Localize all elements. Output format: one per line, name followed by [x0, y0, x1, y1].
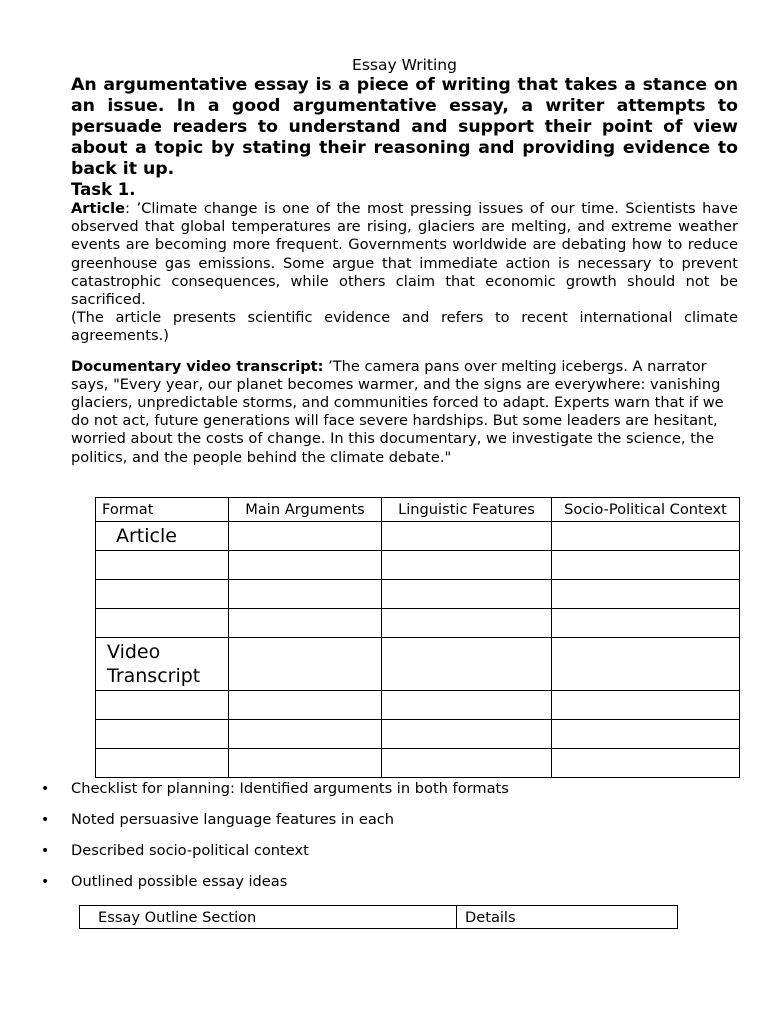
table-row [96, 720, 740, 749]
table-cell[interactable] [229, 720, 382, 749]
table-cell[interactable] [552, 580, 740, 609]
header-main-arguments: Main Arguments [229, 498, 382, 522]
list-item: • Described socio-political context [41, 842, 309, 859]
intro-paragraph: An argumentative essay is a piece of writing that takes a stance on an issue. In a good argumentative essay, a writer attempts to persuade readers to understand and support their point of view about a topic by stating their reasoning and providing evidence to back it up. [71, 75, 738, 179]
table-cell[interactable] [382, 720, 552, 749]
article-note: (The article presents scientific evidence and refers to recent international climate agreements.) [71, 309, 738, 345]
table-cell[interactable] [229, 522, 382, 551]
table-cell[interactable] [229, 551, 382, 580]
analysis-header-row [96, 498, 740, 522]
table-cell[interactable] [552, 522, 740, 551]
article-label: Article [71, 200, 126, 217]
row-label-article: Article [96, 522, 229, 551]
table-row [96, 749, 740, 778]
header-linguistic-features: Linguistic Features [382, 498, 552, 522]
planning-checklist [0, 780, 700, 904]
table-cell[interactable] [552, 638, 740, 691]
table-cell[interactable] [229, 691, 382, 720]
bullet-icon: • [41, 874, 50, 890]
table-row [96, 522, 740, 551]
task-heading: Task 1. [71, 180, 136, 199]
list-item: • Checklist for planning: Identified arguments in both formats [41, 780, 509, 797]
bullet-icon: • [41, 812, 50, 828]
table-cell[interactable] [382, 609, 552, 638]
essay-outline-table [79, 905, 678, 929]
article-text: : ’Climate change is one of the most pressing issues of our time. Scientists have observed that global temperatures are rising, glaciers are melting, and extreme weather events are becoming more frequent. Governments worldwide are debating how to reduce greenhouse gas emissions. Some argue that immediate action is necessary to prevent catastrophic consequences, while others claim that economic growth should not be sacrificed. [71, 200, 738, 309]
table-row [96, 580, 740, 609]
table-row [96, 638, 740, 691]
transcript-label: Documentary video transcript: [71, 357, 324, 375]
table-row [96, 609, 740, 638]
table-cell[interactable] [229, 609, 382, 638]
table-cell[interactable] [229, 580, 382, 609]
transcript-paragraph [71, 358, 738, 467]
table-cell[interactable] [552, 749, 740, 778]
bullet-icon: • [41, 843, 50, 859]
table-cell[interactable] [96, 691, 229, 720]
header-socio-political-context: Socio-Political Context [552, 498, 740, 522]
table-cell[interactable] [382, 638, 552, 691]
table-cell[interactable] [96, 580, 229, 609]
row-label-video: Video [107, 641, 161, 663]
table-cell[interactable] [552, 609, 740, 638]
outline-header-row [80, 906, 678, 929]
row-label-transcript: Transcript [107, 665, 201, 687]
table-row [96, 551, 740, 580]
document-body [71, 55, 738, 467]
header-essay-outline-section: Essay Outline Section [80, 906, 457, 929]
list-item: • Outlined possible essay ideas [41, 873, 288, 890]
table-cell[interactable] [229, 749, 382, 778]
table-cell[interactable] [96, 720, 229, 749]
table-cell[interactable] [382, 691, 552, 720]
table-cell[interactable] [382, 522, 552, 551]
row-label-video-transcript [96, 638, 229, 691]
analysis-table [95, 497, 740, 778]
transcript-text: ’The camera pans over melting icebergs. A narrator says, "Every year, our planet becomes warmer, and the signs are everywhere: vanishing glaciers, unpredictable storms, and communities forced to adapt. Experts warn that if we do not act, future generations will face severe hardships. But some leaders are hesitant, worried about the costs of change. In this documentary, we investigate the science, the politics, and the people behind the climate debate." [71, 357, 724, 466]
table-cell[interactable] [229, 638, 382, 691]
table-cell[interactable] [96, 609, 229, 638]
table-cell[interactable] [552, 691, 740, 720]
bullet-icon: • [41, 781, 50, 797]
table-cell[interactable] [552, 720, 740, 749]
header-format: Format [96, 498, 229, 522]
table-cell[interactable] [552, 551, 740, 580]
table-row [96, 691, 740, 720]
table-cell[interactable] [96, 551, 229, 580]
table-cell[interactable] [382, 580, 552, 609]
header-details: Details [457, 906, 678, 929]
article-paragraph [71, 200, 738, 309]
list-item: • Noted persuasive language features in each [41, 811, 395, 828]
table-cell[interactable] [96, 749, 229, 778]
table-cell[interactable] [382, 749, 552, 778]
table-cell[interactable] [382, 551, 552, 580]
page-title: Essay Writing [352, 56, 457, 74]
